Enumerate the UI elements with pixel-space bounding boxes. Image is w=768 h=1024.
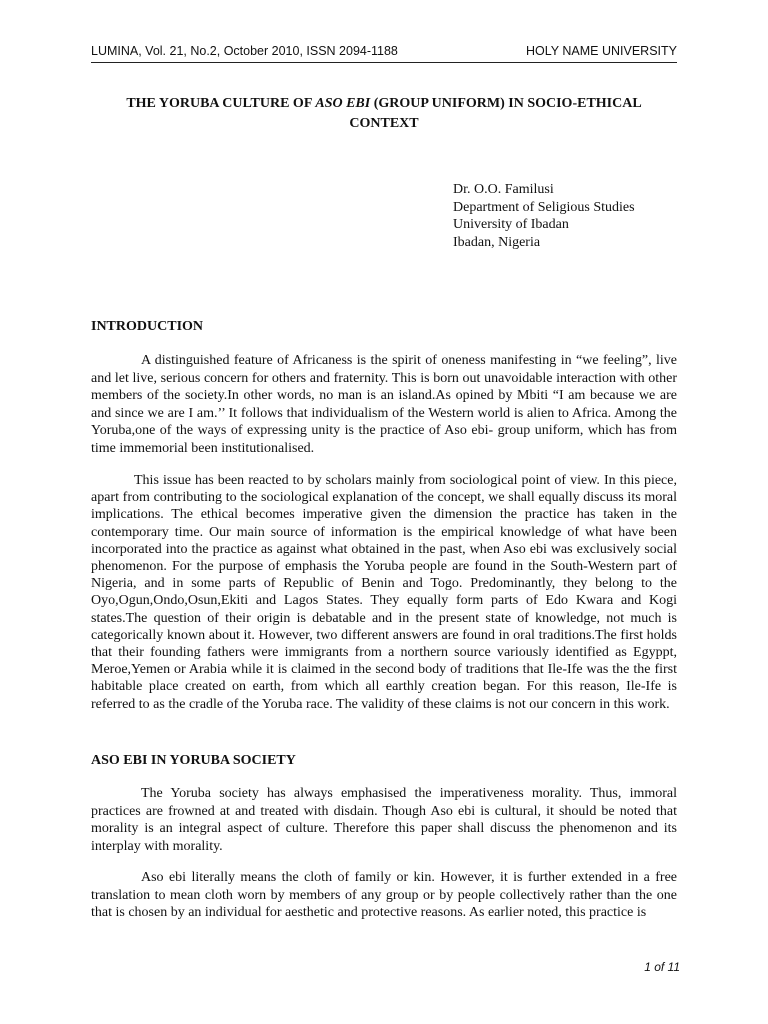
paragraph-intro-2: This issue has been reacted to by scholars mainly from sociological point of view. In this piece, apart from contributing to the sociological explanation of the concept, we shall equally discuss its moral implications. The ethical becomes imperative given the dimension the practice has taken in the contemporary time. Our main source of information is the empirical knowledge of what have been incorporated into the practice as against what obtained in the past, when Aso ebi was exclusively social phenomenon. For the purpose of emphasis the Yoruba people are found in the South-Western part of Nigeria, and in some parts of Republic of Benin and Togo. Predominantly, they belong to the Oyo,Ogun,Ondo,Osun,Ekiti and Lagos States. They equally form parts of Edo Kwara and Kogi states.The question of their origin is debatable and in the present state of knowledge, not much is categorically known about it. However, two different answers are found in oral traditions.The first holds that their founding fathers were immigrants from a northern source variously identified as Egyppt, Meroe,Yemen or Arabia while it is claimed in the second body of traditions that Ile-Ife was the the first habitable place created on earth, from which all earthly creation began. For this reason, Ile-Ife is referred to as the cradle of the Yoruba race. The validity of these claims is not our concern in this work. <box>91 473 677 712</box>
title-italic: ASO EBI <box>315 96 371 111</box>
journal-citation: LUMINA, Vol. 21, No.2, October 2010, ISSN 2094-1188 <box>91 44 398 58</box>
author-department: Department of Seligious Studies <box>453 199 635 215</box>
author-block <box>453 181 693 251</box>
author-location: Ibadan, Nigeria <box>453 234 541 250</box>
section-heading-aso-ebi: ASO EBI IN YORUBA SOCIETY <box>91 753 296 768</box>
paper-title <box>91 94 677 134</box>
running-head <box>91 44 677 63</box>
author-university: University of Ibadan <box>453 217 569 232</box>
paragraph-aso-ebi-1: The Yoruba society has always emphasised the imperativeness morality. Thus, immoral practices are frowned at and treated with disdain. Though Aso ebi is cultural, it should be noted that morality is an integral aspect of culture. Therefore this paper shall discuss the phenomenon and its interplay with morality. <box>91 786 677 854</box>
page-number: 1 of 11 <box>644 960 680 974</box>
section-heading-introduction: INTRODUCTION <box>91 319 204 334</box>
author-name: Dr. O.O. Familusi <box>453 182 554 197</box>
university-name: HOLY NAME UNIVERSITY <box>526 44 677 58</box>
paragraph-intro-1: A distinguished feature of Africaness is the spirit of oneness manifesting in “we feeling”, live and let live, serious concern for others and fraternity. This is born out unavoidable interaction with other members of the society.In other words, no man is an island.As opined by Mbiti “I am because we are and since we are I am.’’ It follows that individualism of the Western world is alien to Africa. Among the Yoruba,one of the ways of expressing unity is the practice of Aso ebi- group uniform, which has from time immemorial been institutionalised. <box>91 353 677 456</box>
title-part-1: THE YORUBA CULTURE OF <box>126 96 316 111</box>
title-part-2: (GROUP UNIFORM) IN SOCIO-ETHICAL CONTEXT <box>349 96 642 131</box>
paragraph-aso-ebi-2: Aso ebi literally means the cloth of family or kin. However, it is further extended in a free translation to mean cloth worn by members of any group or by people collectively rather than the one that is chosen by an individual for aesthetic and protective reasons. As earlier noted, this practice is <box>91 870 677 920</box>
